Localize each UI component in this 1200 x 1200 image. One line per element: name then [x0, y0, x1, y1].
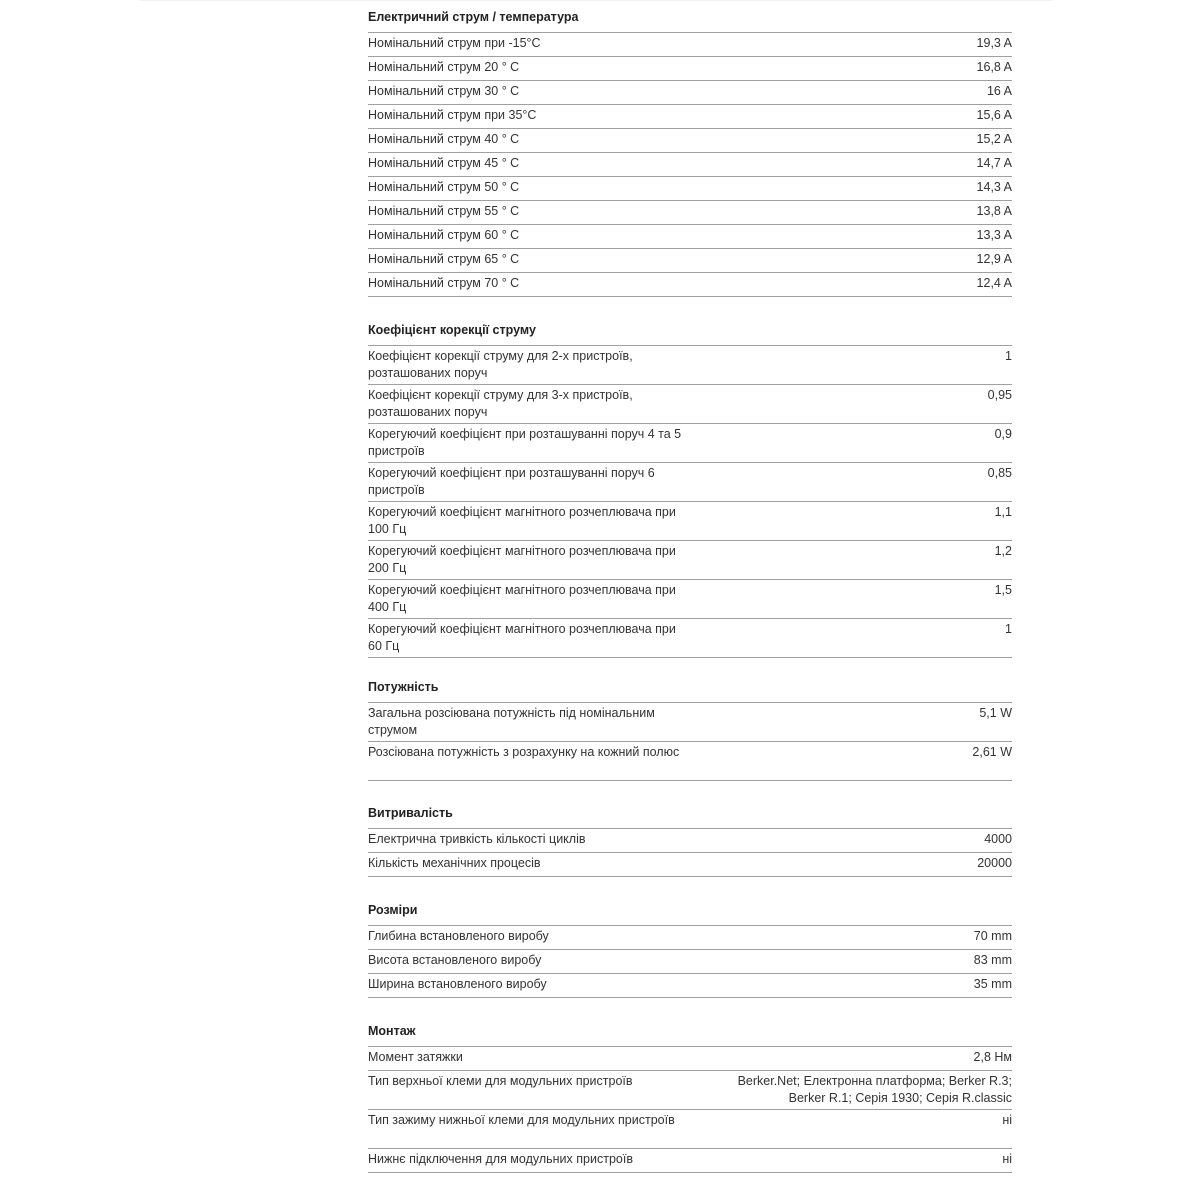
spec-row	[368, 1148, 1012, 1173]
section-title: Розміри	[368, 903, 418, 917]
spec-row	[368, 200, 1012, 224]
spec-label: Корегуючий коефіцієнт магнітного розчеплювача при 200 Гц	[368, 544, 676, 575]
spec-row	[368, 579, 1012, 618]
spec-value: 1	[1005, 349, 1012, 363]
spec-label: Корегуючий коефіцієнт магнітного розчеплювача при 400 Гц	[368, 583, 676, 614]
spec-label: Коефіцієнт корекції струму для 2-х пристроїв, розташованих поруч	[368, 349, 633, 380]
spec-label: Висота встановленого виробу	[368, 953, 542, 967]
spec-value: 2,8 Нм	[973, 1050, 1012, 1064]
section-title: Електричний струм / температура	[368, 10, 579, 24]
spec-label: Корегуючий коефіцієнт магнітного розчеплювача при 100 Гц	[368, 505, 676, 536]
spec-label: Момент затяжки	[368, 1050, 463, 1064]
spec-row	[368, 852, 1012, 877]
spec-value: 70 mm	[973, 929, 1012, 943]
spec-label: Номінальний струм 65 ° С	[368, 252, 520, 266]
spec-row	[368, 501, 1012, 540]
spec-value: ні	[1002, 1152, 1012, 1166]
spec-label: Розсіювана потужність з розрахунку на кожний полюс	[368, 745, 680, 759]
spec-value: ні	[1002, 1113, 1012, 1127]
spec-value: 1,2	[994, 544, 1012, 558]
spec-value: 0,85	[987, 466, 1012, 480]
spec-label: Номінальний струм 70 ° С	[368, 276, 520, 290]
spec-row	[368, 128, 1012, 152]
spec-row	[368, 176, 1012, 200]
spec-row	[368, 828, 1012, 852]
spec-row	[368, 384, 1012, 423]
spec-row	[368, 423, 1012, 462]
spec-row	[368, 1046, 1012, 1070]
spec-value: 4000	[984, 832, 1012, 846]
spec-value: 19,3 A	[976, 36, 1012, 50]
spec-row	[368, 462, 1012, 501]
spec-value: 0,95	[987, 388, 1012, 402]
spec-row	[368, 248, 1012, 272]
spec-row	[368, 1109, 1012, 1148]
spec-label: Нижнє підключення для модульних пристроїв	[368, 1152, 633, 1166]
spec-label: Номінальний струм 60 ° С	[368, 228, 520, 242]
spec-value: 12,4 A	[976, 276, 1012, 290]
spec-value: 16 A	[986, 84, 1012, 98]
section-power	[368, 680, 1012, 781]
spec-label: Глибина встановленого виробу	[368, 929, 549, 943]
spec-value: 20000	[977, 856, 1012, 870]
spec-label: Ширина встановленого виробу	[368, 977, 547, 991]
spec-row	[368, 949, 1012, 973]
spec-row	[368, 272, 1012, 297]
spec-row	[368, 973, 1012, 998]
spec-row	[368, 152, 1012, 176]
spec-row	[368, 702, 1012, 741]
spec-label: Номінальний струм 40 ° С	[368, 132, 520, 146]
spec-value: 16,8 A	[976, 60, 1012, 74]
spec-value: 12,9 A	[976, 252, 1012, 266]
spec-row	[368, 80, 1012, 104]
spec-value: 13,8 A	[976, 204, 1012, 218]
spec-value: 2,61 W	[972, 745, 1012, 759]
spec-value: 13,3 A	[976, 228, 1012, 242]
spec-value: 1,5	[994, 583, 1012, 597]
spec-label: Номінальний струм 45 ° С	[368, 156, 520, 170]
spec-row	[368, 741, 1012, 781]
section-dimensions	[368, 903, 1012, 998]
spec-label: Коефіцієнт корекції струму для 3-х пристроїв, розташованих поруч	[368, 388, 633, 419]
spec-row	[368, 345, 1012, 384]
spec-value: 15,2 A	[976, 132, 1012, 146]
spec-value: 14,3 A	[976, 180, 1012, 194]
spec-value: Berker.Net; Електронна платформа; Berker R.3; Berker R.1; Серія 1930; Серія R.classic	[737, 1074, 1012, 1105]
spec-row	[368, 540, 1012, 579]
spec-value: 14,7 A	[976, 156, 1012, 170]
section-endurance	[368, 806, 1012, 877]
top-divider	[140, 0, 1052, 1]
spec-value: 0,9	[994, 427, 1012, 441]
spec-value: 1	[1005, 622, 1012, 636]
spec-label: Номінальний струм 55 ° С	[368, 204, 520, 218]
spec-row	[368, 224, 1012, 248]
spec-label: Номінальний струм 20 ° С	[368, 60, 520, 74]
spec-label: Номінальний струм при 35°С	[368, 108, 537, 122]
spec-value: 1,1	[994, 505, 1012, 519]
spec-label: Номінальний струм при -15°С	[368, 36, 541, 50]
spec-row	[368, 618, 1012, 658]
spec-row	[368, 1070, 1012, 1109]
section-title: Потужність	[368, 680, 439, 694]
spec-value: 83 mm	[973, 953, 1012, 967]
section-current-correction	[368, 323, 1012, 658]
spec-label: Загальна розсіювана потужність під номінальним струмом	[368, 706, 655, 737]
spec-label: Тип зажиму нижньої клеми для модульних пристроїв	[368, 1113, 675, 1127]
spec-label: Номінальний струм 50 ° С	[368, 180, 520, 194]
spec-label: Корегуючий коефіцієнт при розташуванні поруч 6 пристроїв	[368, 466, 655, 497]
spec-row	[368, 56, 1012, 80]
section-mounting	[368, 1024, 1012, 1173]
section-electric-current	[368, 10, 1012, 297]
spec-label: Кількість механічних процесів	[368, 856, 541, 870]
section-title: Витривалість	[368, 806, 453, 820]
spec-value: 35 mm	[973, 977, 1012, 991]
spec-row	[368, 104, 1012, 128]
section-title: Коефіцієнт корекції струму	[368, 323, 536, 337]
spec-row	[368, 925, 1012, 949]
section-title: Монтаж	[368, 1024, 416, 1038]
spec-label: Корегуючий коефіцієнт при розташуванні поруч 4 та 5 пристроїв	[368, 427, 682, 458]
spec-value: 5,1 W	[979, 706, 1012, 720]
spec-value: 15,6 A	[976, 108, 1012, 122]
spec-label: Номінальний струм 30 ° С	[368, 84, 520, 98]
spec-label: Тип верхньої клеми для модульних пристроїв	[368, 1074, 633, 1088]
spec-row	[368, 32, 1012, 56]
spec-label: Корегуючий коефіцієнт магнітного розчеплювача при 60 Гц	[368, 622, 676, 653]
spec-label: Електрична тривкість кількості циклів	[368, 832, 586, 846]
